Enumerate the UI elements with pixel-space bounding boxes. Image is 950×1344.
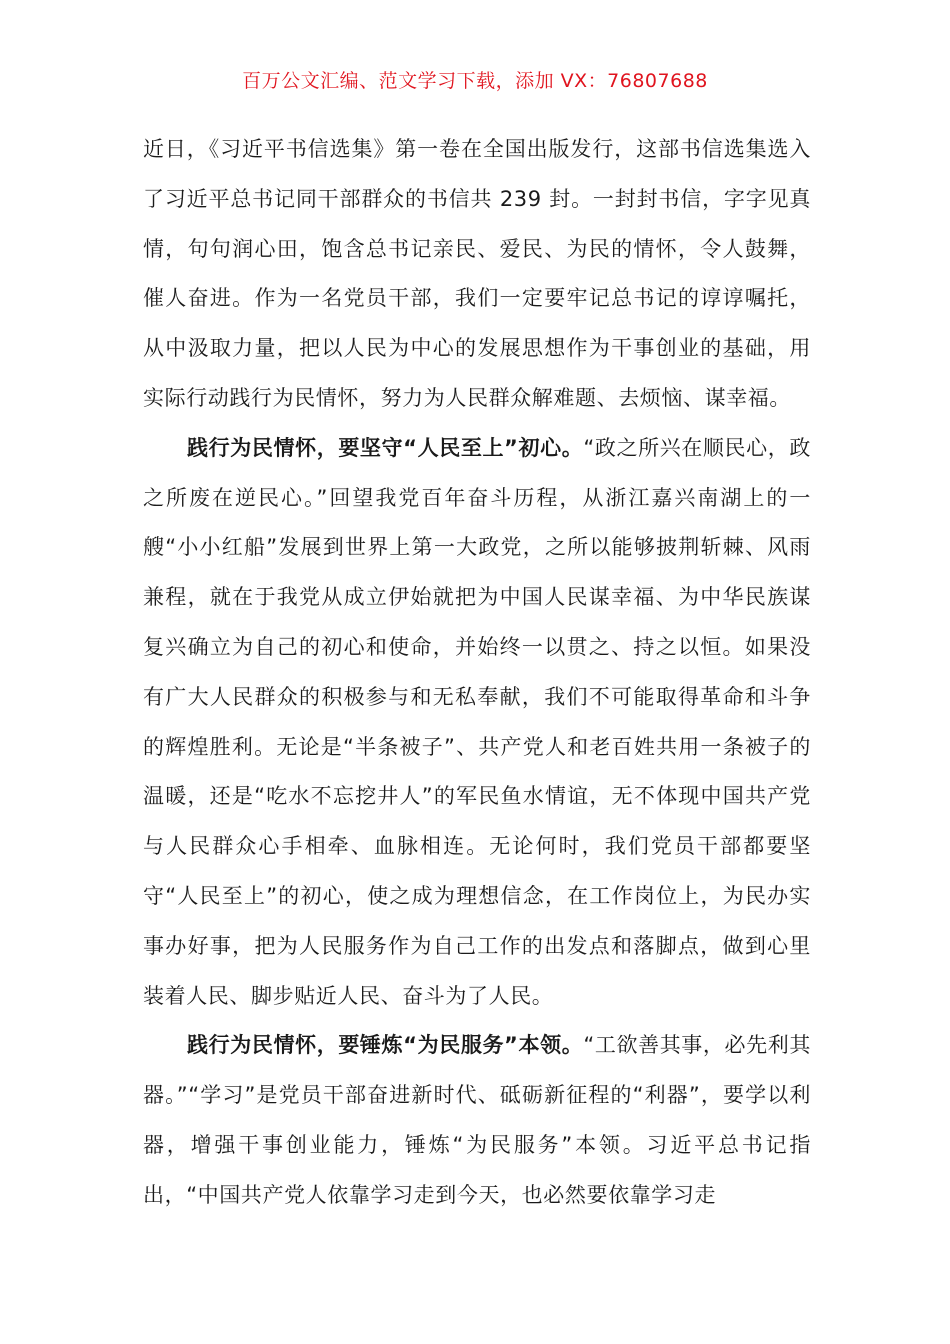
paragraph-text: “工欲善其事，必先利其器。”“学习”是党员干部奋进新时代、砥砺新征程的“利器”，要学以利器，增强干事创业能力，锤炼“为民服务”本领。习近平总书记指出，“中国共产党人依靠学习走到今天，也必然要依靠学习走 (143, 1033, 811, 1207)
paragraph-people-first (143, 424, 811, 1022)
watermark-banner: 百万公文汇编、范文学习下载，添加 VX：76807688 (242, 70, 708, 92)
paragraph-lead-heading: 践行为民情怀，要锤炼“为民服务”本领。 (187, 1033, 584, 1058)
paragraph-lead-heading: 践行为民情怀，要坚守“人民至上”初心。 (187, 435, 584, 460)
paragraph-text: 近日，《习近平书信选集》第一卷在全国出版发行，这部书信选集选入了习近平总书记同干部群众的书信共 239 封。一封封书信，字字见真情，句句润心田，饱含总书记亲民、爱民、为民的情怀，令人鼓舞，催人奋进。作为一名党员干部，我们一定要牢记总书记的谆谆嘱托，从中汲取力量，把以人民为中心的发展思想作为干事创业的基础，用实际行动践行为民情怀，努力为人民群众解难题、去烦恼、谋幸福。 (143, 137, 811, 410)
paragraph-intro (143, 125, 811, 424)
document-body (143, 125, 811, 1221)
paragraph-service-skills (143, 1021, 811, 1220)
paragraph-text: “政之所兴在顺民心，政之所废在逆民心。”回望我党百年奋斗历程，从浙江嘉兴南湖上的一艘“小小红船”发展到世界上第一大政党，之所以能够披荆斩棘、风雨兼程，就在于我党从成立伊始就把为中国人民谋幸福、为中华民族谋复兴确立为自己的初心和使命，并始终一以贯之、持之以恒。如果没有广大人民群众的积极参与和无私奉献，我们不可能取得革命和斗争的辉煌胜利。无论是“半条被子”、共产党人和老百姓共用一条被子的温暖，还是“吃水不忘挖井人”的军民鱼水情谊，无不体现中国共产党与人民群众心手相牵、血脉相连。无论何时，我们党员干部都要坚守“人民至上”的初心，使之成为理想信念，在工作岗位上，为民办实事办好事，把为人民服务作为自己工作的出发点和落脚点，做到心里装着人民、脚步贴近人民、奋斗为了人民。 (143, 435, 811, 1008)
